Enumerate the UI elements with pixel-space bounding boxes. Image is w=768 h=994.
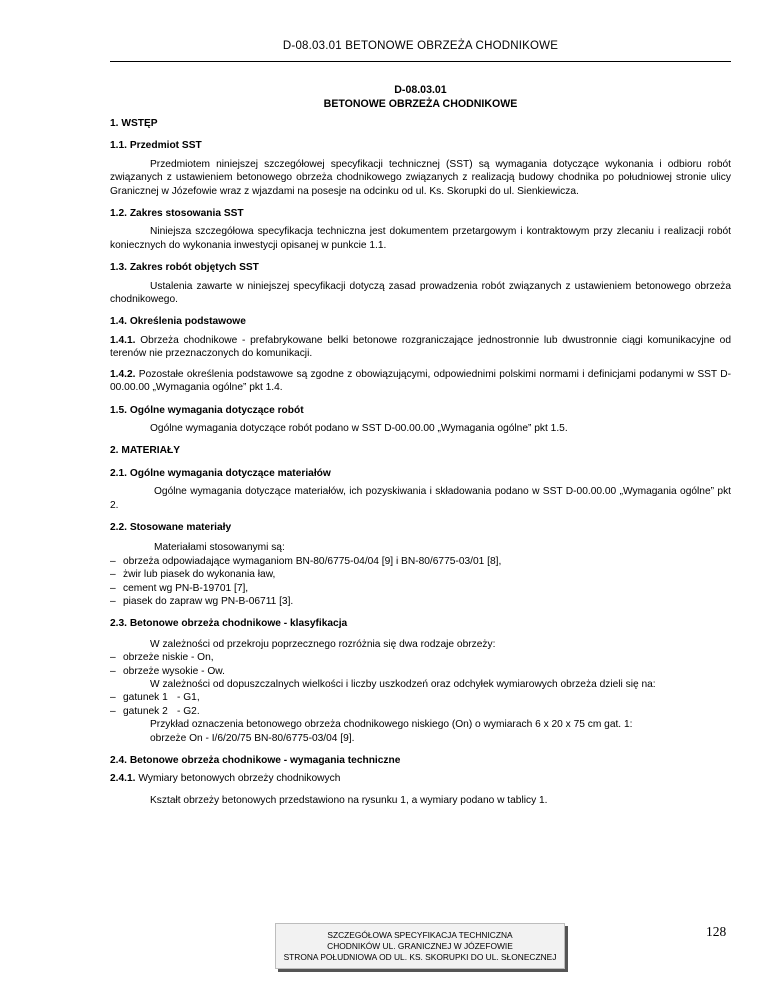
section-1-heading: 1. WSTĘP	[110, 118, 158, 129]
section-1-4-2-text: Pozostałe określenia podstawowe są zgodne z obowiązującymi, odpowiednimi polskimi normami i definicjami podanymi w SST D-00.00.00 „Wymagania ogólne” pkt 1.4.	[110, 368, 731, 394]
section-2-heading: 2. MATERIAŁY	[110, 445, 180, 457]
page-number: 128	[706, 924, 727, 939]
section-2-4-1-title: Wymiary betonowych obrzeży chodnikowych	[138, 773, 341, 785]
section-2-3-lead-2: W zależności od dopuszczalnych wielkości i liczby uszkodzeń oraz odchyłek wymiarowych obrzeża dzieli się na:	[150, 679, 656, 690]
running-header: D-08.03.01 BETONOWE OBRZEŻA CHODNIKOWE	[282, 40, 559, 52]
section-2-3-heading: 2.3. Betonowe obrzeża chodnikowe - klasyfikacja	[110, 618, 348, 630]
grade-name: gatunek 1	[123, 692, 168, 704]
list-item: – obrzeże wysokie - Ow.	[110, 665, 731, 678]
section-2-4-1-number: 2.4.1.	[110, 773, 136, 785]
section-2-1-text: Ogólne wymagania dotyczące materiałów, ich pozyskiwania i składowania podano w SST D-00.00.00 „Wymagania ogólne” pkt 2.	[110, 486, 731, 511]
list-item: – obrzeża odpowiadające wymaganiom BN-80/6775-04/04 [9] i BN-80/6775-03/01 [8],	[110, 555, 731, 568]
section-2-2-heading: 2.2. Stosowane materiały	[110, 521, 232, 533]
designation-example: obrzeże On - I/6/20/75 BN-80/6775-03/04 [9].	[150, 732, 355, 744]
list-item: – obrzeże niskie - On,	[110, 651, 731, 664]
section-1-4-heading: 1.4. Określenia podstawowe	[110, 316, 246, 328]
grade-name: gatunek 2	[123, 705, 168, 717]
section-1-5-heading: 1.5. Ogólne wymagania dotyczące robót	[110, 404, 304, 416]
section-1-2-text: Niniejsza szczegółowa specyfikacja techniczna jest dokumentem przetargowym i kontraktowym przy zlecaniu i realizacji robót koniecznych do wykonania inwestycji opisanej w punkcie 1.1.	[110, 226, 731, 251]
section-2-2-lead: Materiałami stosowanymi są:	[154, 542, 285, 554]
section-1-4-2-paragraph	[110, 368, 731, 395]
section-1-3-heading: 1.3. Zakres robót objętych SST	[110, 262, 259, 274]
header-rule	[110, 61, 731, 62]
list-item	[110, 691, 731, 704]
document-title: BETONOWE OBRZEŻA CHODNIKOWE	[323, 97, 518, 110]
footer-line: SZCZEGÓŁOWA SPECYFIKACJA TECHNICZNA	[327, 929, 513, 940]
section-1-1-text: Przedmiotem niniejszej szczegółowej specyfikacji technicznej (SST) są wymagania dotyczące wykonania i odbioru robót związanych z ustawieniem betonowego obrzeża chodnikowego związanych z realizacją budowy chodnika po południowej stronie ulicy Granicznej w Józefowie wraz z wjazdami na posesje na odcinku od ul. Ks. Skorupki do ul. Sienkiewicza.	[110, 158, 731, 197]
materials-list	[110, 555, 731, 609]
section-1-4-1-number: 1.4.1.	[110, 334, 136, 346]
section-2-4-1-text: Kształt obrzeży betonowych przedstawiono na rysunku 1, a wymiary podano w tablicy 1.	[150, 794, 548, 806]
curb-types-list	[110, 651, 731, 678]
list-item: – żwir lub piasek do wykonania ław,	[110, 568, 731, 581]
section-1-3-text: Ustalenia zawarte w niniejszej specyfikacji dotyczą zasad prowadzenia robót związanych z ustawieniem betonowego obrzeża chodnikowego.	[110, 280, 731, 306]
list-item: – cement wg PN-B-19701 [7],	[110, 582, 731, 595]
footer-line: STRONA POŁUDNIOWA OD UL. KS. SKORUPKI DO UL. SŁONECZNEJ	[283, 951, 557, 962]
section-1-1-heading: 1.1. Przedmiot SST	[110, 140, 202, 152]
section-2-1-heading: 2.1. Ogólne wymagania dotyczące materiałów	[110, 467, 331, 479]
designation-example-lead: Przykład oznaczenia betonowego obrzeża chodnikowego niskiego (On) o wymiarach 6 x 20 x 75 cm gat. 1:	[150, 719, 633, 731]
document-code: D-08.03.01	[394, 84, 447, 96]
grade-code: - G2.	[177, 705, 200, 717]
section-2-4-1-paragraph	[110, 772, 731, 785]
list-item: – piasek do zapraw wg PN-B-06711 [3].	[110, 595, 731, 608]
section-1-4-2-number: 1.4.2.	[110, 368, 136, 380]
grade-code: - G1,	[177, 692, 200, 704]
document-body	[110, 84, 731, 807]
section-2-3-lead-1: W zależności od przekroju poprzecznego rozróżnia się dwa rodzaje obrzeży:	[150, 638, 496, 650]
footer-label-box	[275, 923, 565, 969]
section-1-5-text: Ogólne wymagania dotyczące robót podano w SST D-00.00.00 „Wymagania ogólne” pkt 1.5.	[150, 422, 568, 434]
section-2-4-heading: 2.4. Betonowe obrzeża chodnikowe - wymagania techniczne	[110, 755, 401, 767]
list-item	[110, 705, 731, 718]
section-1-2-heading: 1.2. Zakres stosowania SST	[110, 208, 244, 220]
section-1-4-1-paragraph	[110, 334, 731, 361]
footer-line: CHODNIKÓW UL. GRANICZNEJ W JÓZEFOWIE	[327, 940, 513, 951]
curb-grades-list	[110, 691, 731, 718]
section-1-4-1-text: Obrzeża chodnikowe - prefabrykowane belki betonowe rozgraniczające jednostronnie lub dwustronnie ciągi komunikacyjne od terenów nie przeznaczonych do komunikacji.	[110, 334, 731, 360]
